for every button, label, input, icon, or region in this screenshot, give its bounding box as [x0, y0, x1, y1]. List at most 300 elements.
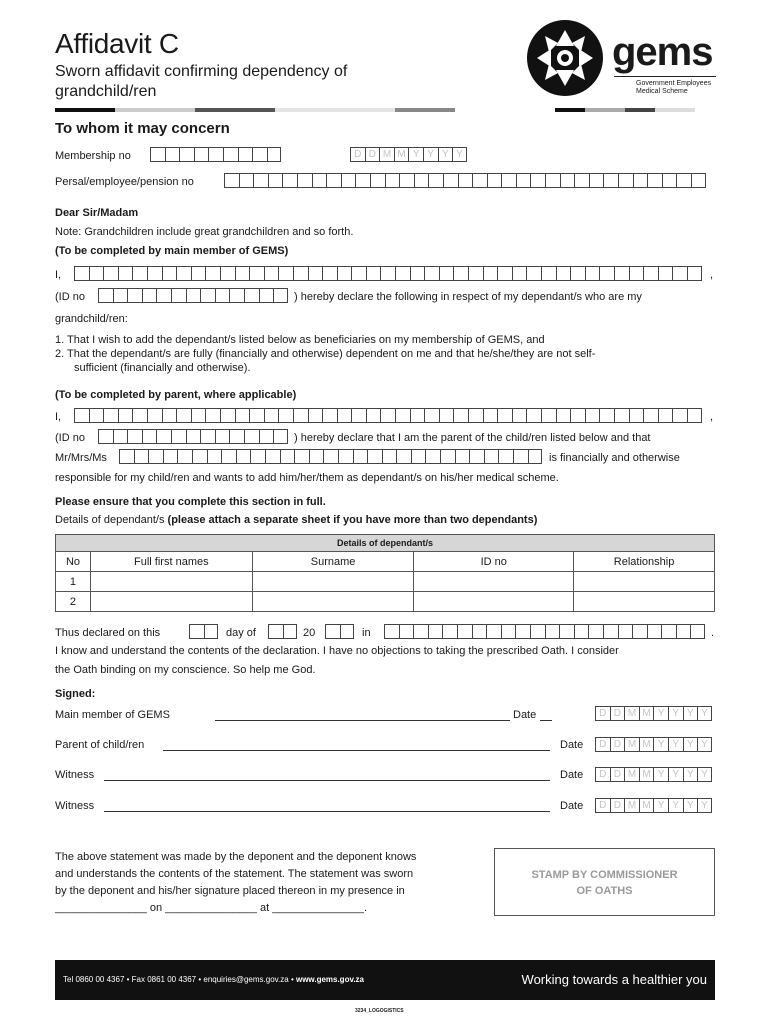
char-box[interactable] [395, 266, 410, 281]
char-box[interactable] [487, 173, 502, 188]
char-box[interactable] [526, 408, 541, 423]
date-char-box[interactable]: M [639, 706, 654, 721]
char-box[interactable] [588, 624, 603, 639]
char-box[interactable] [443, 173, 458, 188]
char-box[interactable] [205, 408, 220, 423]
column-header: Relationship [574, 552, 715, 572]
char-box[interactable] [672, 408, 687, 423]
char-box[interactable] [672, 266, 687, 281]
id-cell[interactable] [414, 572, 574, 592]
char-box[interactable] [98, 288, 113, 303]
char-box[interactable] [249, 408, 264, 423]
char-box[interactable] [629, 408, 644, 423]
date-char-box[interactable]: M [639, 737, 654, 752]
char-box[interactable] [215, 429, 230, 444]
char-box[interactable] [589, 173, 604, 188]
parent-signature-line[interactable] [163, 750, 550, 751]
char-box[interactable] [265, 449, 280, 464]
char-box[interactable] [103, 408, 118, 423]
char-box[interactable] [113, 429, 128, 444]
header-stripe [55, 108, 715, 112]
char-box[interactable] [603, 173, 618, 188]
char-box[interactable] [249, 266, 264, 281]
char-box[interactable] [560, 173, 575, 188]
char-box[interactable] [439, 408, 454, 423]
char-box[interactable] [353, 449, 368, 464]
date-char-box[interactable]: Y [438, 147, 453, 162]
char-box[interactable] [633, 173, 648, 188]
char-box[interactable] [338, 449, 353, 464]
char-box[interactable] [614, 266, 629, 281]
char-box[interactable] [440, 449, 455, 464]
char-box[interactable] [221, 449, 236, 464]
parent-heading: (To be completed by parent, where applicable) [55, 389, 297, 401]
date-char-box[interactable]: Y [683, 767, 698, 782]
char-box[interactable] [235, 408, 250, 423]
char-box[interactable] [341, 173, 356, 188]
char-box[interactable] [326, 173, 341, 188]
char-box[interactable] [280, 449, 295, 464]
char-box[interactable] [74, 408, 89, 423]
char-box[interactable] [425, 449, 440, 464]
char-box[interactable] [118, 408, 133, 423]
main-member-id-input[interactable] [98, 288, 288, 303]
char-box[interactable] [497, 408, 512, 423]
char-box[interactable] [410, 266, 425, 281]
char-box[interactable] [278, 266, 293, 281]
logo-tagline [636, 80, 726, 96]
char-box[interactable] [512, 408, 527, 423]
char-box[interactable] [156, 429, 171, 444]
place-blank[interactable]: _______________ on [55, 902, 163, 914]
id-cell[interactable] [414, 592, 574, 612]
witness-signature-line[interactable] [104, 780, 550, 781]
date-char-box[interactable]: Y [697, 737, 712, 752]
char-box[interactable] [618, 624, 633, 639]
persal-label: Persal/employee/pension no [55, 176, 194, 188]
date-blank[interactable]: _______________ at [165, 902, 270, 914]
char-box[interactable] [526, 266, 541, 281]
char-box[interactable] [259, 429, 274, 444]
char-box[interactable] [322, 408, 337, 423]
declaration-item-2-cont: sufficient (financially and otherwise). [74, 362, 251, 374]
char-box[interactable] [472, 624, 487, 639]
char-box[interactable] [691, 173, 706, 188]
date-char-box[interactable]: D [595, 798, 610, 813]
char-box[interactable] [513, 449, 528, 464]
char-box[interactable] [556, 408, 571, 423]
char-box[interactable] [220, 266, 235, 281]
char-box[interactable] [293, 408, 308, 423]
char-box[interactable] [337, 408, 352, 423]
char-box[interactable] [618, 173, 633, 188]
parent-id-input[interactable] [98, 429, 288, 444]
char-box[interactable] [453, 408, 468, 423]
date-input[interactable] [595, 706, 712, 721]
char-box[interactable] [293, 266, 308, 281]
surname-cell[interactable] [252, 592, 414, 612]
char-box[interactable] [483, 266, 498, 281]
char-box[interactable] [134, 449, 149, 464]
place-input[interactable] [384, 624, 705, 639]
char-box[interactable] [273, 288, 288, 303]
logo-tagline-line: Government Employees [636, 80, 712, 87]
char-box[interactable] [574, 173, 589, 188]
char-box[interactable] [224, 173, 239, 188]
char-box[interactable] [215, 288, 230, 303]
id-label: (ID no [55, 291, 85, 303]
table-row [56, 592, 715, 612]
char-box[interactable] [118, 266, 133, 281]
char-box[interactable] [501, 624, 516, 639]
date-char-box[interactable]: D [610, 767, 625, 782]
declaration-item-2: 2. That the dependant/s are fully (financially and otherwise) dependent on me and that he/she/they are not self- [55, 348, 596, 360]
char-box[interactable] [236, 449, 251, 464]
char-box[interactable] [322, 266, 337, 281]
char-box[interactable] [384, 624, 399, 639]
char-box[interactable] [585, 408, 600, 423]
char-box[interactable] [98, 429, 113, 444]
char-box[interactable] [351, 266, 366, 281]
char-box[interactable] [119, 449, 134, 464]
relationship-cell[interactable] [574, 572, 715, 592]
char-box[interactable] [541, 266, 556, 281]
char-box[interactable] [439, 266, 454, 281]
char-box[interactable] [147, 408, 162, 423]
char-box[interactable] [189, 624, 204, 639]
website-link[interactable]: www.gems.gov.za [295, 975, 364, 984]
date-char-box[interactable]: M [624, 706, 639, 721]
char-box[interactable] [658, 266, 673, 281]
char-box[interactable] [268, 173, 283, 188]
date-char-box[interactable]: Y [668, 798, 683, 813]
char-box[interactable] [244, 429, 259, 444]
date-char-box[interactable]: Y [683, 706, 698, 721]
char-box[interactable] [162, 266, 177, 281]
char-box[interactable] [192, 449, 207, 464]
date-char-box[interactable]: Y [423, 147, 438, 162]
char-box[interactable] [297, 173, 312, 188]
day-of-label: day of [226, 627, 256, 639]
char-box[interactable] [200, 288, 215, 303]
char-box[interactable] [603, 624, 618, 639]
char-box[interactable] [629, 266, 644, 281]
date-char-box[interactable]: Y [653, 767, 668, 782]
char-box[interactable] [294, 449, 309, 464]
char-box[interactable] [132, 266, 147, 281]
char-box[interactable] [632, 624, 647, 639]
char-box[interactable] [177, 449, 192, 464]
char-box[interactable] [142, 288, 157, 303]
first-names-cell[interactable] [90, 592, 252, 612]
witness-signature-line[interactable] [104, 811, 550, 812]
char-box[interactable] [264, 408, 279, 423]
responsible-text: responsible for my child/ren and wants to add him/her/them as dependant/s on his/her medical scheme. [55, 472, 559, 484]
date-char-box[interactable]: M [639, 798, 654, 813]
char-box[interactable] [355, 173, 370, 188]
char-box[interactable] [176, 408, 191, 423]
char-box[interactable] [574, 624, 589, 639]
char-box[interactable] [205, 266, 220, 281]
char-box[interactable] [687, 266, 702, 281]
char-box[interactable] [89, 408, 104, 423]
char-box[interactable] [442, 624, 457, 639]
char-box[interactable] [162, 408, 177, 423]
char-box[interactable] [380, 266, 395, 281]
char-box[interactable] [545, 624, 560, 639]
gems-logo-icon [520, 16, 610, 100]
date-input[interactable] [350, 147, 467, 162]
char-box[interactable] [309, 449, 324, 464]
char-box[interactable] [484, 449, 499, 464]
char-box[interactable] [647, 624, 662, 639]
commissioner-statement [55, 849, 416, 917]
char-box[interactable] [278, 408, 293, 423]
char-box[interactable] [690, 624, 705, 639]
char-box[interactable] [512, 266, 527, 281]
char-box[interactable] [229, 288, 244, 303]
char-box[interactable] [428, 173, 443, 188]
char-box[interactable] [410, 408, 425, 423]
char-box[interactable] [186, 288, 201, 303]
date-char-box[interactable]: D [595, 767, 610, 782]
surname-cell[interactable] [252, 572, 414, 592]
char-box[interactable] [501, 173, 516, 188]
year-input[interactable] [325, 624, 354, 639]
char-box[interactable] [457, 624, 472, 639]
main-member-signature-line[interactable] [215, 720, 510, 721]
char-box[interactable] [428, 624, 443, 639]
char-box[interactable] [273, 429, 288, 444]
details-text [55, 513, 537, 527]
char-box[interactable] [103, 266, 118, 281]
date-char-box[interactable]: Y [683, 798, 698, 813]
char-box[interactable] [468, 408, 483, 423]
first-names-cell[interactable] [90, 572, 252, 592]
char-box[interactable] [556, 266, 571, 281]
char-box[interactable] [370, 173, 385, 188]
char-box[interactable] [308, 266, 323, 281]
char-box[interactable] [385, 173, 400, 188]
char-box[interactable] [382, 449, 397, 464]
char-box[interactable] [229, 429, 244, 444]
date-char-box[interactable]: M [639, 767, 654, 782]
char-box[interactable] [132, 408, 147, 423]
date-char-box[interactable]: M [624, 767, 639, 782]
char-box[interactable] [325, 624, 340, 639]
date-char-box[interactable]: D [595, 706, 610, 721]
char-box[interactable] [366, 408, 381, 423]
char-box[interactable] [570, 408, 585, 423]
char-box[interactable] [142, 429, 157, 444]
char-box[interactable] [647, 173, 662, 188]
month-input[interactable] [268, 624, 297, 639]
char-box[interactable] [585, 266, 600, 281]
char-box[interactable] [163, 449, 178, 464]
date-char-box[interactable]: D [610, 737, 625, 752]
char-box[interactable] [516, 173, 531, 188]
char-box[interactable] [148, 449, 163, 464]
main-member-name-input[interactable] [74, 266, 702, 281]
char-box[interactable] [367, 449, 382, 464]
char-box[interactable] [483, 408, 498, 423]
char-box[interactable] [530, 624, 545, 639]
char-box[interactable] [337, 266, 352, 281]
char-box[interactable] [515, 624, 530, 639]
date-char-box[interactable]: D [350, 147, 365, 162]
char-box[interactable] [308, 408, 323, 423]
char-box[interactable] [414, 173, 429, 188]
char-box[interactable] [380, 408, 395, 423]
char-box[interactable] [469, 449, 484, 464]
char-box[interactable] [599, 408, 614, 423]
char-box[interactable] [204, 624, 219, 639]
char-box[interactable] [147, 266, 162, 281]
char-box[interactable] [127, 288, 142, 303]
char-box[interactable] [312, 173, 327, 188]
date-input[interactable] [595, 737, 712, 752]
persal-number-input[interactable] [224, 173, 706, 188]
date-char-box[interactable]: D [610, 706, 625, 721]
date-char-box[interactable]: D [595, 737, 610, 752]
in-label: in [362, 627, 371, 639]
char-box[interactable] [235, 266, 250, 281]
char-box[interactable] [113, 288, 128, 303]
char-box[interactable] [599, 266, 614, 281]
char-box[interactable] [411, 449, 426, 464]
char-box[interactable] [323, 449, 338, 464]
date-char-box[interactable]: M [624, 798, 639, 813]
membership-number-input[interactable] [150, 147, 281, 162]
char-box[interactable] [541, 408, 556, 423]
dependants-table [55, 534, 715, 612]
char-box[interactable] [661, 624, 676, 639]
char-box[interactable] [191, 266, 206, 281]
char-box[interactable] [455, 449, 470, 464]
relationship-cell[interactable] [574, 592, 715, 612]
date-char-box[interactable]: Y [697, 706, 712, 721]
char-box[interactable] [643, 266, 658, 281]
date-char-box[interactable]: Y [668, 737, 683, 752]
char-box[interactable] [244, 288, 259, 303]
char-box[interactable] [366, 266, 381, 281]
char-box[interactable] [207, 449, 222, 464]
location-blank[interactable]: _______________. [272, 902, 368, 914]
parent-name-input[interactable] [74, 408, 702, 423]
date-char-box[interactable]: Y [697, 767, 712, 782]
char-box[interactable] [171, 429, 186, 444]
day-input[interactable] [189, 624, 218, 639]
page-title: Affidavit C [55, 28, 179, 59]
char-box[interactable] [458, 173, 473, 188]
char-box[interactable] [570, 266, 585, 281]
char-box[interactable] [340, 624, 355, 639]
date-char-box[interactable]: Y [653, 706, 668, 721]
oath-text: I know and understand the contents of the declaration. I have no objections to taking the prescribed Oath. I consider [55, 645, 619, 657]
date-char-box[interactable]: Y [683, 737, 698, 752]
char-box[interactable] [396, 449, 411, 464]
char-box[interactable] [191, 408, 206, 423]
subtitle-line: Sworn affidavit confirming dependency of [55, 63, 348, 80]
char-box[interactable] [676, 624, 691, 639]
char-box[interactable] [497, 266, 512, 281]
char-box[interactable] [413, 624, 428, 639]
char-box[interactable] [687, 408, 702, 423]
char-box[interactable] [658, 408, 673, 423]
char-box[interactable] [545, 173, 560, 188]
char-box[interactable] [259, 288, 274, 303]
date-input[interactable] [595, 767, 712, 782]
date-char-box[interactable]: Y [452, 147, 467, 162]
char-box[interactable] [89, 266, 104, 281]
date-char-box[interactable]: Y [668, 706, 683, 721]
date-char-box[interactable]: M [379, 147, 394, 162]
date-char-box[interactable]: Y [408, 147, 423, 162]
char-box[interactable] [528, 449, 543, 464]
char-box[interactable] [472, 173, 487, 188]
char-box[interactable] [676, 173, 691, 188]
char-box[interactable] [468, 266, 483, 281]
details-bold: (please attach a separate sheet if you have more than two dependants) [167, 514, 538, 526]
char-box[interactable] [282, 173, 297, 188]
char-box[interactable] [614, 408, 629, 423]
char-box[interactable] [268, 624, 283, 639]
date-char-box[interactable]: Y [668, 767, 683, 782]
char-box[interactable] [530, 173, 545, 188]
char-box[interactable] [74, 266, 89, 281]
char-box[interactable] [662, 173, 677, 188]
row-number: 1 [56, 572, 91, 592]
char-box[interactable] [186, 429, 201, 444]
date-input[interactable] [595, 798, 712, 813]
char-box[interactable] [239, 173, 254, 188]
date-label: Date [513, 709, 537, 721]
date-char-box[interactable]: M [394, 147, 409, 162]
char-box[interactable] [424, 266, 439, 281]
char-box[interactable] [253, 173, 268, 188]
stamp-text: STAMP BY COMMISSIONER [531, 869, 678, 881]
char-box[interactable] [559, 624, 574, 639]
char-box[interactable] [200, 429, 215, 444]
char-box[interactable] [176, 266, 191, 281]
char-box[interactable] [486, 624, 501, 639]
date-char-box[interactable]: Y [653, 798, 668, 813]
char-box[interactable] [264, 266, 279, 281]
char-box[interactable] [250, 449, 265, 464]
date-char-box[interactable]: D [610, 798, 625, 813]
date-char-box[interactable]: Y [697, 798, 712, 813]
char-box[interactable] [283, 624, 298, 639]
char-box[interactable] [399, 173, 414, 188]
char-box[interactable] [127, 429, 142, 444]
main-member-heading: (To be completed by main member of GEMS) [55, 245, 289, 257]
date-char-box[interactable]: M [624, 737, 639, 752]
date-char-box[interactable]: Y [653, 737, 668, 752]
char-box[interactable] [395, 408, 410, 423]
char-box[interactable] [643, 408, 658, 423]
char-box[interactable] [424, 408, 439, 423]
char-box[interactable] [453, 266, 468, 281]
char-box[interactable] [220, 408, 235, 423]
char-box[interactable] [351, 408, 366, 423]
date-char-box[interactable]: D [365, 147, 380, 162]
char-box[interactable] [399, 624, 414, 639]
char-box[interactable] [156, 288, 171, 303]
char-box[interactable] [498, 449, 513, 464]
date-label: Date [560, 739, 584, 751]
member-name-input[interactable] [119, 449, 542, 464]
char-box[interactable] [171, 288, 186, 303]
